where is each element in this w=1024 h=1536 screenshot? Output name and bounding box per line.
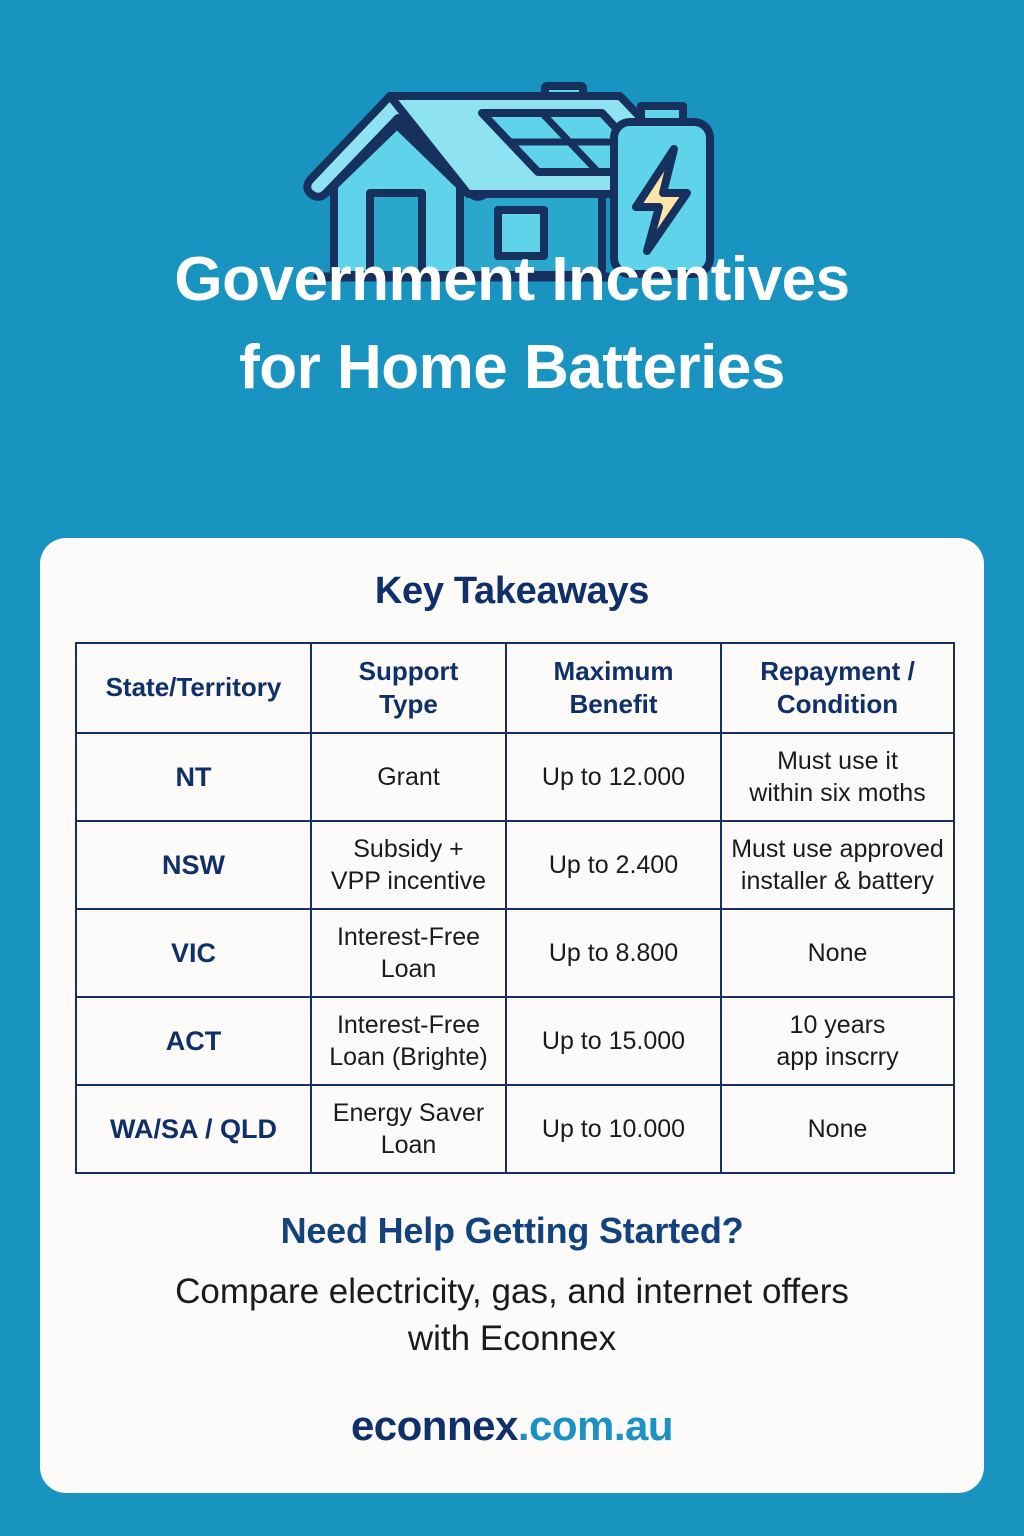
site-url-tld: .com.au xyxy=(517,1402,674,1449)
cell-support-type-line-1: Energy Saver xyxy=(332,1099,485,1127)
cell-support-type-line-2: Loan xyxy=(380,955,437,983)
column-header-maximum-benefit-line-1: Maximum xyxy=(553,655,674,686)
key-takeaways-table xyxy=(75,642,955,1174)
cell-condition-line-2: within six moths xyxy=(749,779,926,807)
column-header-maximum-benefit xyxy=(506,643,721,733)
cell-condition-line-1: Must use approved xyxy=(731,835,944,863)
cta-subtext-line-1: Compare electricity, gas, and internet offers xyxy=(175,1272,849,1311)
cell-state: NSW xyxy=(76,821,311,909)
table-row xyxy=(76,909,954,997)
cell-support-type-line-1: Interest-Free xyxy=(336,923,481,951)
page-title-line-2: for Home Batteries xyxy=(239,333,785,403)
cell-support-type-line-2: Loan (Brighte) xyxy=(329,1043,488,1071)
column-header-support-type xyxy=(311,643,506,733)
cell-maximum-benefit: Up to 2.400 xyxy=(506,821,721,909)
cell-support-type xyxy=(311,1085,506,1173)
cell-maximum-benefit: Up to 15.000 xyxy=(506,997,721,1085)
cell-maximum-benefit: Up to 12.000 xyxy=(506,733,721,821)
page-title-line-1: Government Incentives xyxy=(174,245,850,314)
page-title xyxy=(0,230,1024,412)
cell-support-type xyxy=(311,733,506,821)
cell-repayment-condition: None xyxy=(721,909,954,997)
cta-heading: Need Help Getting Started? xyxy=(280,1210,744,1251)
site-url-brand: econnex xyxy=(350,1402,518,1449)
column-header-repayment-condition-line-1: Repayment / xyxy=(760,655,915,686)
table-body xyxy=(76,733,954,1173)
cell-repayment-condition xyxy=(721,821,954,909)
cta-block xyxy=(40,1210,984,1363)
cell-maximum-benefit: Up to 10.000 xyxy=(506,1085,721,1173)
content-card xyxy=(40,538,984,1493)
cell-condition-line-1: 10 years xyxy=(789,1011,886,1039)
table-row xyxy=(76,997,954,1085)
column-header-maximum-benefit-line-2: Benefit xyxy=(569,689,658,719)
table-header xyxy=(76,643,954,733)
hero-illustration xyxy=(0,0,1024,230)
cell-support-type xyxy=(311,997,506,1085)
card-heading: Key Takeaways xyxy=(374,570,650,612)
cell-support-type-line-1: Subsidy + xyxy=(353,835,464,863)
column-header-repayment-condition xyxy=(721,643,954,733)
site-url[interactable] xyxy=(0,1402,1024,1450)
cell-maximum-benefit: Up to 8.800 xyxy=(506,909,721,997)
cell-support-type xyxy=(311,909,506,997)
cell-state: NT xyxy=(76,733,311,821)
cell-condition-line-2: installer & battery xyxy=(740,867,935,895)
cell-repayment-condition: None xyxy=(721,1085,954,1173)
cell-repayment-condition xyxy=(721,733,954,821)
column-header-state xyxy=(76,643,311,733)
cell-repayment-condition xyxy=(721,997,954,1085)
column-header-repayment-condition-line-2: Condition xyxy=(776,689,899,719)
table-row xyxy=(76,1085,954,1173)
cell-support-type xyxy=(311,821,506,909)
cta-subtext xyxy=(40,1268,984,1363)
column-header-support-type-line-1: Support xyxy=(358,655,459,686)
cell-condition-line-2: app inscrry xyxy=(776,1043,899,1071)
table-header-row xyxy=(76,643,954,733)
table-row xyxy=(76,821,954,909)
cell-state: WA/SA / QLD xyxy=(76,1085,311,1173)
cell-support-type-line-1: Grant xyxy=(377,763,440,791)
cell-support-type-line-2: VPP incentive xyxy=(330,867,487,895)
cell-state: VIC xyxy=(76,909,311,997)
cell-support-type-line-2: Loan xyxy=(380,1131,437,1159)
table-row xyxy=(76,733,954,821)
cta-subtext-line-2: with Econnex xyxy=(407,1319,617,1359)
cell-state: ACT xyxy=(76,997,311,1085)
cell-condition-line-1: Must use it xyxy=(777,747,898,775)
column-header-support-type-line-2: Type xyxy=(379,689,438,719)
cell-support-type-line-1: Interest-Free xyxy=(336,1011,481,1039)
column-header-state-label: State/Territory xyxy=(105,672,282,703)
